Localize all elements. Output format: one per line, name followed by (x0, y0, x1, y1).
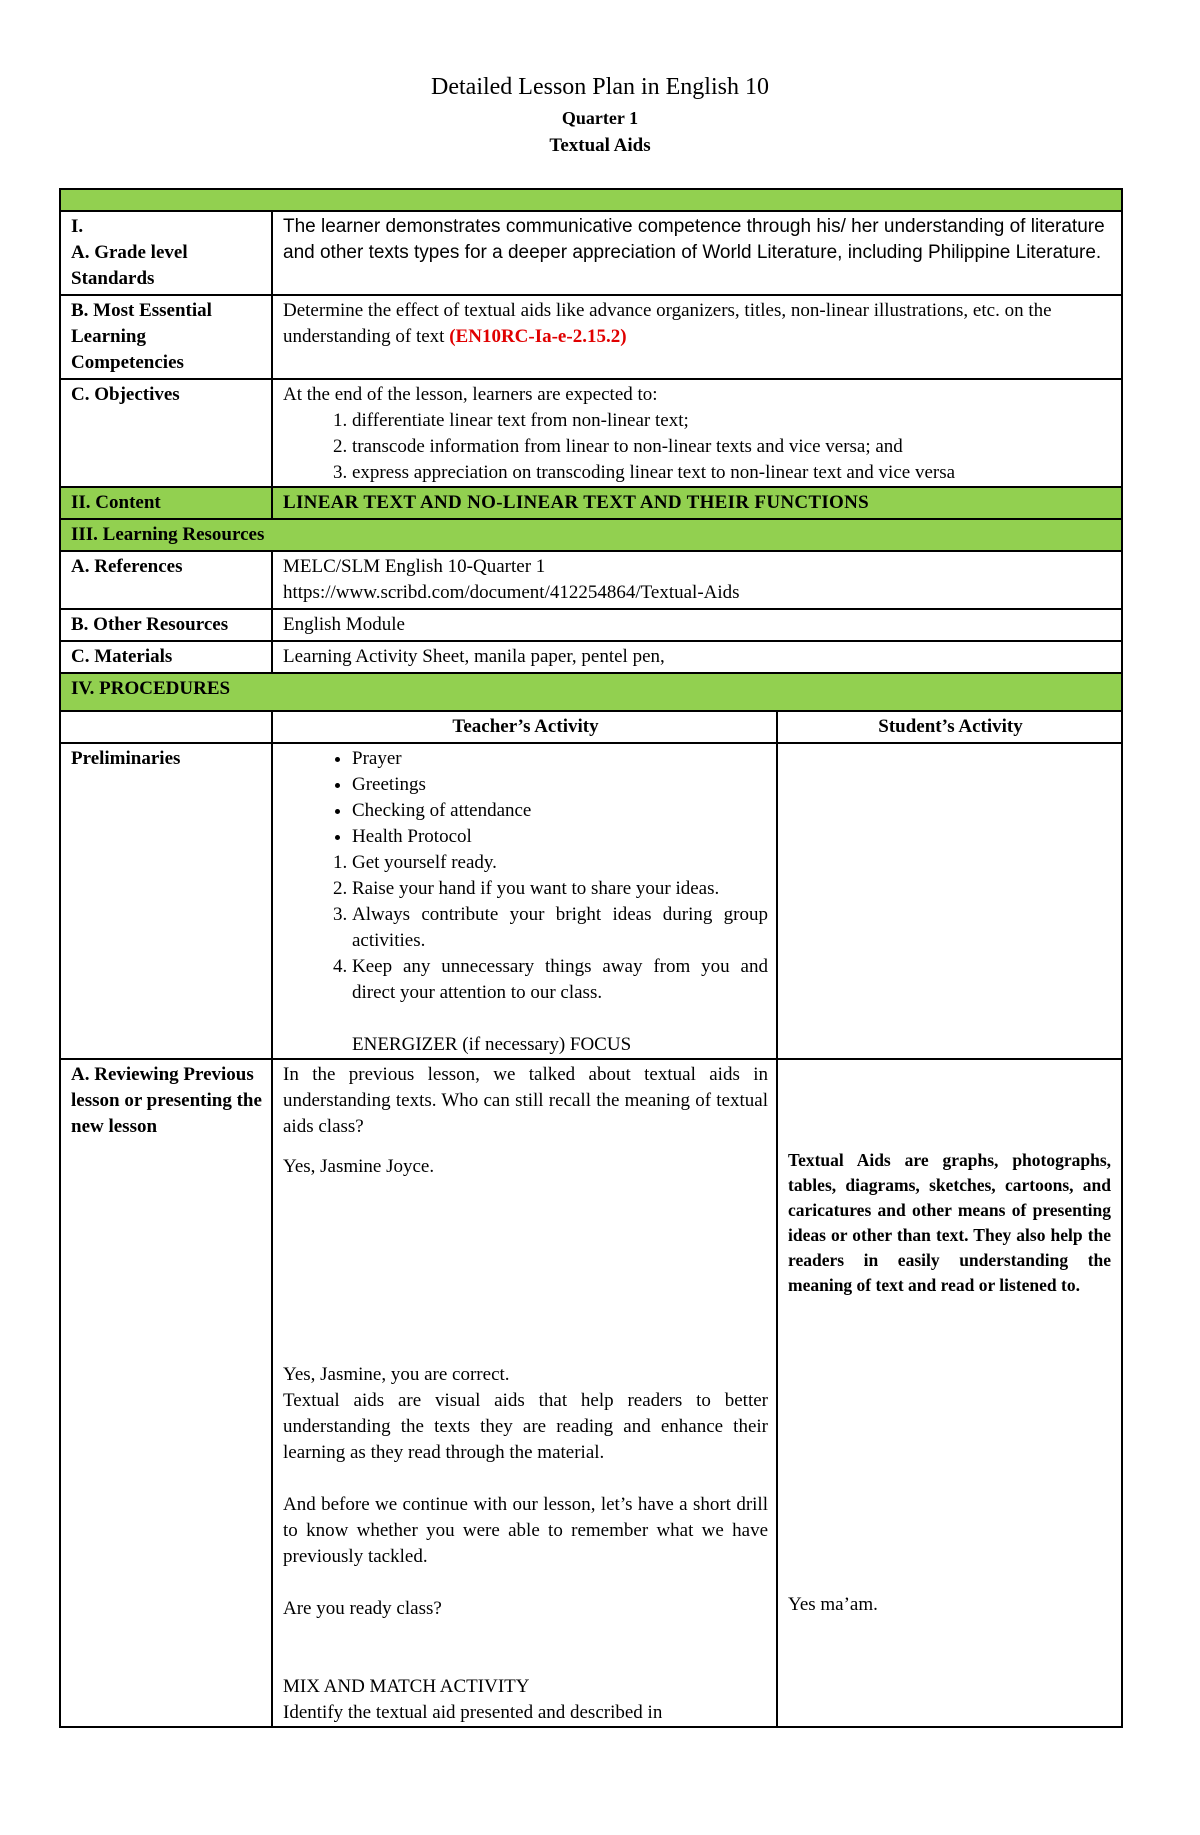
rule-item: 3. Always contribute your bright ideas during group activities. (352, 902, 768, 954)
label-learning-resources: III. Learning Resources (60, 519, 1122, 551)
row-materials (60, 641, 1122, 673)
objective-item: 3. express appreciation on transcoding linear text to non-linear text and vice versa (352, 460, 1113, 486)
materials-text: Learning Activity Sheet, manila paper, pentel pen, (272, 641, 1122, 673)
teacher-affirm: Yes, Jasmine, you are correct. (283, 1364, 510, 1385)
bullet-item: • Greetings (352, 772, 768, 798)
other-resources-text: English Module (272, 609, 1122, 641)
content-text: LINEAR TEXT AND NO-LINEAR TEXT AND THEIR FUNCTIONS (272, 487, 1122, 519)
label-content: II. Content (60, 487, 272, 519)
row-competencies (60, 295, 1122, 379)
topic-label: Textual Aids (549, 135, 651, 156)
teacher-activity-header: Teacher’s Activity (272, 711, 777, 743)
row-procedures (60, 673, 1122, 711)
row-content (60, 487, 1122, 519)
reference-melc: MELC/SLM English 10-Quarter 1 (283, 556, 546, 577)
row-standards (60, 211, 1122, 295)
activity-instruction: Identify the textual aid presented and described in (283, 1702, 663, 1723)
document-title: Detailed Lesson Plan in English 10 (431, 74, 769, 100)
rule-item: 1. Get yourself ready. (352, 850, 768, 876)
teacher-call-student: Yes, Jasmine Joyce. (283, 1156, 435, 1177)
reference-link[interactable]: https://www.scribd.com/document/412254864/Textual-Aids (283, 582, 740, 603)
bullet-item: • Checking of attendance (352, 798, 768, 824)
label-other-resources: B. Other Resources (60, 609, 272, 641)
preliminaries-bullets (283, 746, 768, 850)
competency-code: (EN10RC-Ia-e-2.15.2) (449, 326, 627, 347)
activity-title: MIX AND MATCH ACTIVITY (283, 1676, 530, 1697)
label-reviewing: A. Reviewing Previous lesson or presenting the new lesson (60, 1059, 272, 1727)
teacher-recall-question: In the previous lesson, we talked about textual aids in understanding texts. Who can still recall the meaning of textual aids class? (283, 1064, 768, 1137)
bullet-item: • Health Protocol (352, 824, 768, 850)
label-competencies: B. Most Essential Learning Competencies (60, 295, 272, 379)
objective-item: 2. transcode information from linear to non-linear texts and vice versa; and (352, 434, 1113, 460)
top-green-band (60, 189, 1122, 211)
label-preliminaries: Preliminaries (60, 743, 272, 1059)
objective-item: 1. differentiate linear text from non-linear text; (352, 408, 1113, 434)
student-answer-ready: Yes ma’am. (788, 1594, 878, 1615)
label-procedures: IV. PROCEDURES (60, 673, 1122, 711)
row-objectives (60, 379, 1122, 487)
rule-item: 4. Keep any unnecessary things away from you and direct your attention to our class. (352, 954, 768, 1006)
competencies-text: Determine the effect of textual aids like advance organizers, titles, non-linear illustrations, etc. on the understanding of text (283, 300, 1052, 347)
row-column-headers (60, 711, 1122, 743)
row-preliminaries (60, 743, 1122, 1059)
lesson-plan-table (59, 188, 1123, 1728)
energizer-text: ENERGIZER (if necessary) FOCUS (352, 1034, 632, 1055)
teacher-definition: Textual aids are visual aids that help readers to better understanding the texts they are reading and enhance their learning as they read through the material. (283, 1390, 768, 1463)
row-reviewing (60, 1059, 1122, 1727)
row-other-resources (60, 609, 1122, 641)
class-rules-list (283, 850, 768, 1006)
standards-text: The learner demonstrates communicative competence through his/ her understanding of literature and other texts types for a deeper appreciation of World Literature, including Philippine Literature. (272, 211, 1122, 295)
objectives-list (283, 408, 1113, 486)
rule-item: 2. Raise your hand if you want to share your ideas. (352, 876, 768, 902)
label-section-one: I. (71, 216, 84, 237)
label-objectives: C. Objectives (60, 379, 272, 487)
quarter-label: Quarter 1 (561, 108, 639, 128)
label-materials: C. Materials (60, 641, 272, 673)
label-grade-standards: A. Grade level Standards (71, 242, 188, 289)
teacher-ready-question: Are you ready class? (283, 1598, 442, 1619)
row-learning-resources (60, 519, 1122, 551)
page-header (0, 72, 1200, 160)
label-references: A. References (60, 551, 272, 609)
row-references (60, 551, 1122, 609)
objectives-intro: At the end of the lesson, learners are expected to: (283, 384, 658, 405)
teacher-drill-intro: And before we continue with our lesson, let’s have a short drill to know whether you were able to remember what we have previously tackled. (283, 1494, 768, 1567)
bullet-item: • Prayer (352, 746, 768, 772)
student-answer-definition: Textual Aids are graphs, photographs, tables, diagrams, sketches, cartoons, and caricatures and other means of presenting ideas or other than text. They also help the readers in easily understanding the meaning of text and read or listened to. (788, 1150, 1112, 1295)
student-activity-header: Student’s Activity (777, 711, 1122, 743)
